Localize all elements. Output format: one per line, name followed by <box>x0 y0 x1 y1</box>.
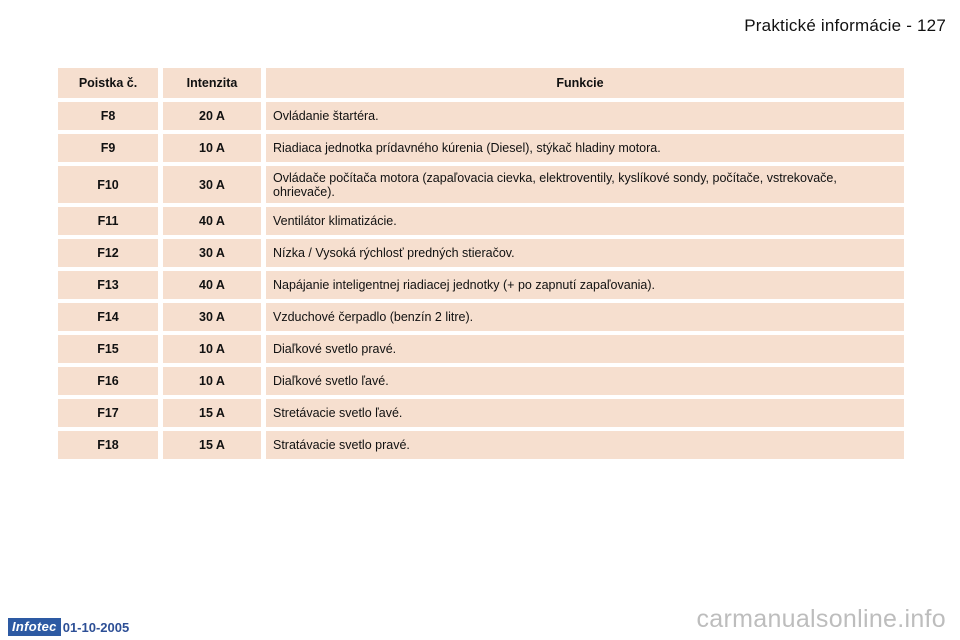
table-row <box>58 399 904 427</box>
amperage-cell: 40 A <box>163 271 261 299</box>
amperage-cell: 10 A <box>163 367 261 395</box>
amperage-cell: 10 A <box>163 335 261 363</box>
column-header-fuse: Poistka č. <box>58 68 158 98</box>
amperage-cell: 40 A <box>163 207 261 235</box>
page-title: Praktické informácie - 127 <box>744 16 946 35</box>
function-cell: Diaľkové svetlo pravé. <box>266 335 904 363</box>
table-row <box>58 134 904 162</box>
table-row <box>58 207 904 235</box>
amperage-cell: 30 A <box>163 166 261 203</box>
function-cell: Ventilátor klimatizácie. <box>266 207 904 235</box>
fuse-cell: F14 <box>58 303 158 331</box>
fuse-cell: F18 <box>58 431 158 459</box>
function-cell: Napájanie inteligentnej riadiacej jednotky (+ po zapnutí zapaľovania). <box>266 271 904 299</box>
infotec-logo: Infotec <box>8 618 61 636</box>
table-row <box>58 239 904 267</box>
fuse-cell: F11 <box>58 207 158 235</box>
amperage-cell: 30 A <box>163 239 261 267</box>
function-cell: Stratávacie svetlo pravé. <box>266 431 904 459</box>
function-cell: Ovládanie štartéra. <box>266 102 904 130</box>
table-row <box>58 335 904 363</box>
amperage-cell: 15 A <box>163 399 261 427</box>
amperage-cell: 20 A <box>163 102 261 130</box>
table-row <box>58 102 904 130</box>
site-watermark: carmanualsonline.info <box>696 605 946 633</box>
table-header-row <box>58 68 904 98</box>
amperage-cell: 30 A <box>163 303 261 331</box>
fuse-cell: F9 <box>58 134 158 162</box>
function-cell: Ovládače počítača motora (zapaľovacia cievka, elektroventily, kyslíkové sondy, počítače, vstrekovače, ohrievače). <box>266 166 904 203</box>
function-cell: Stretávacie svetlo ľavé. <box>266 399 904 427</box>
fuse-cell: F16 <box>58 367 158 395</box>
function-cell: Nízka / Vysoká rýchlosť predných stieračov. <box>266 239 904 267</box>
table-row <box>58 367 904 395</box>
function-cell: Vzduchové čerpadlo (benzín 2 litre). <box>266 303 904 331</box>
fuse-cell: F13 <box>58 271 158 299</box>
table-row <box>58 303 904 331</box>
edition-date: 01-10-2005 <box>62 619 130 635</box>
column-header-functions: Funkcie <box>266 68 904 98</box>
function-cell: Diaľkové svetlo ľavé. <box>266 367 904 395</box>
amperage-cell: 15 A <box>163 431 261 459</box>
fuse-cell: F10 <box>58 166 158 203</box>
amperage-cell: 10 A <box>163 134 261 162</box>
fuse-cell: F17 <box>58 399 158 427</box>
function-cell: Riadiaca jednotka prídavného kúrenia (Diesel), stýkač hladiny motora. <box>266 134 904 162</box>
fuse-table <box>58 68 904 459</box>
fuse-cell: F8 <box>58 102 158 130</box>
table-row <box>58 271 904 299</box>
column-header-amperage: Intenzita <box>163 68 261 98</box>
fuse-cell: F15 <box>58 335 158 363</box>
fuse-cell: F12 <box>58 239 158 267</box>
table-row <box>58 166 904 203</box>
infotec-badge <box>8 618 129 636</box>
table-row <box>58 431 904 459</box>
